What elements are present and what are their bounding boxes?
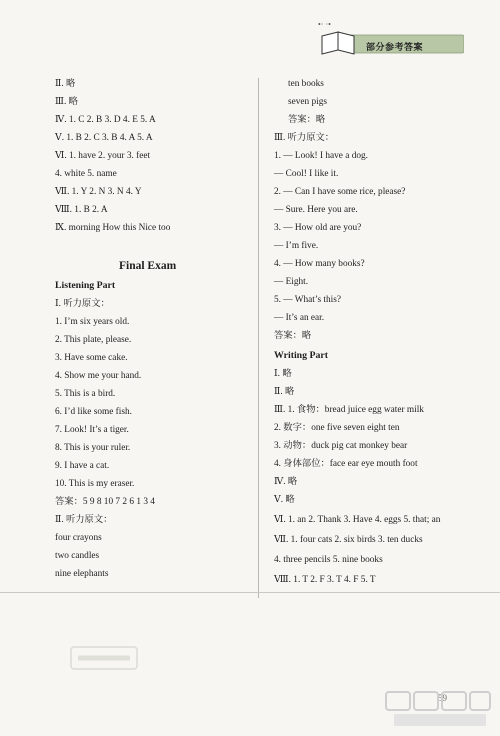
answer-line: — Cool! I like it.: [274, 169, 339, 179]
answer-line: four crayons: [55, 533, 102, 543]
exam-title: Final Exam: [119, 260, 177, 272]
answer-line: 答案：略: [288, 115, 326, 125]
answer-line: 4. white 5. name: [55, 169, 117, 179]
header-banner: [318, 28, 464, 56]
header-title: 部分参考答案: [366, 43, 424, 53]
answer-line: 7. Look! It’s a tiger.: [55, 425, 129, 435]
answer-line: Ⅳ. 略: [274, 477, 298, 487]
answer-line: 10. This is my eraser.: [55, 479, 135, 489]
answer-line: Ⅲ. 1. 食物：bread juice egg water milk: [274, 405, 424, 415]
answer-line: Ⅵ. 1. an 2. Thank 3. Have 4. eggs 5. that; an: [274, 515, 441, 525]
answer-line: Ⅵ. 1. have 2. your 3. feet: [55, 151, 151, 161]
answer-line: Ⅸ. morning How this Nice too: [55, 223, 171, 233]
answer-line: 3. Have some cake.: [55, 353, 128, 363]
answer-line: 3. — How old are you?: [274, 223, 362, 233]
answer-line: 4. three pencils 5. nine books: [274, 555, 383, 565]
answer-line: 5. This is a bird.: [55, 389, 116, 399]
answer-line: Ⅳ. 1. C 2. B 3. D 4. E 5. A: [55, 115, 156, 125]
answer-line: Ⅴ. 略: [274, 495, 295, 505]
page-number: 59: [438, 693, 447, 703]
answer-line: 2. This plate, please.: [55, 335, 132, 345]
answer-line: Ⅲ. 听力原文：: [274, 133, 335, 143]
answer-line: Ⅰ. 略: [274, 369, 292, 379]
faded-stamp-mark: [70, 645, 140, 673]
answer-line: two candles: [55, 551, 100, 561]
answer-line: 1. — Look! I have a dog.: [274, 151, 368, 161]
answer-line: 1. I’m six years old.: [55, 317, 130, 327]
answer-line: 2. 数字：one five seven eight ten: [274, 423, 400, 433]
header-decoration: •· ·•: [318, 20, 331, 29]
answer-line: 8. This is your ruler.: [55, 443, 131, 453]
answer-line: 3. 动物：duck pig cat monkey bear: [274, 441, 408, 451]
answer-line: Ⅶ. 1. Y 2. N 3. N 4. Y: [55, 187, 142, 197]
listening-heading: Listening Part: [55, 280, 116, 291]
answer-line: Ⅲ. 略: [55, 97, 78, 107]
answer-line: Ⅴ. 1. B 2. C 3. B 4. A 5. A: [55, 133, 153, 143]
answer-line: Ⅷ. 1. B 2. A: [55, 205, 108, 215]
answer-line: 4. 身体部位：face ear eye mouth foot: [274, 459, 418, 469]
answer-line: — It’s an ear.: [274, 313, 325, 323]
bottom-rule: [0, 592, 500, 593]
answer-line: Ⅰ. 听力原文：: [55, 299, 110, 309]
writing-heading: Writing Part: [274, 350, 328, 361]
answer-line: Ⅱ. 略: [55, 79, 76, 89]
watermark-logo: [384, 690, 494, 730]
answer-line: — Eight.: [274, 277, 309, 287]
answer-line: Ⅷ. 1. T 2. F 3. T 4. F 5. T: [274, 575, 376, 585]
answer-line: 答案：略: [274, 331, 312, 341]
answer-line: — I’m five.: [274, 241, 319, 251]
answer-line: 4. Show me your hand.: [55, 371, 142, 381]
answer-line: Ⅱ. 听力原文：: [55, 515, 113, 525]
answer-line: seven pigs: [288, 97, 327, 107]
answer-line: Ⅱ. 略: [274, 387, 295, 397]
answer-line: 6. I’d like some fish.: [55, 407, 132, 417]
column-divider: [258, 78, 259, 598]
answer-line: 4. — How many books?: [274, 259, 365, 269]
answer-line: 5. — What’s this?: [274, 295, 341, 305]
answer-line: 2. — Can I have some rice, please?: [274, 187, 406, 197]
answer-line: ten books: [288, 79, 324, 89]
answer-line: nine elephants: [55, 569, 109, 579]
answer-line: 9. I have a cat.: [55, 461, 110, 471]
answer-line: 答案：5 9 8 10 7 2 6 1 3 4: [55, 497, 155, 507]
answer-line: Ⅶ. 1. four cats 2. six birds 3. ten ducks: [274, 535, 423, 545]
answer-line: — Sure. Here you are.: [274, 205, 358, 215]
